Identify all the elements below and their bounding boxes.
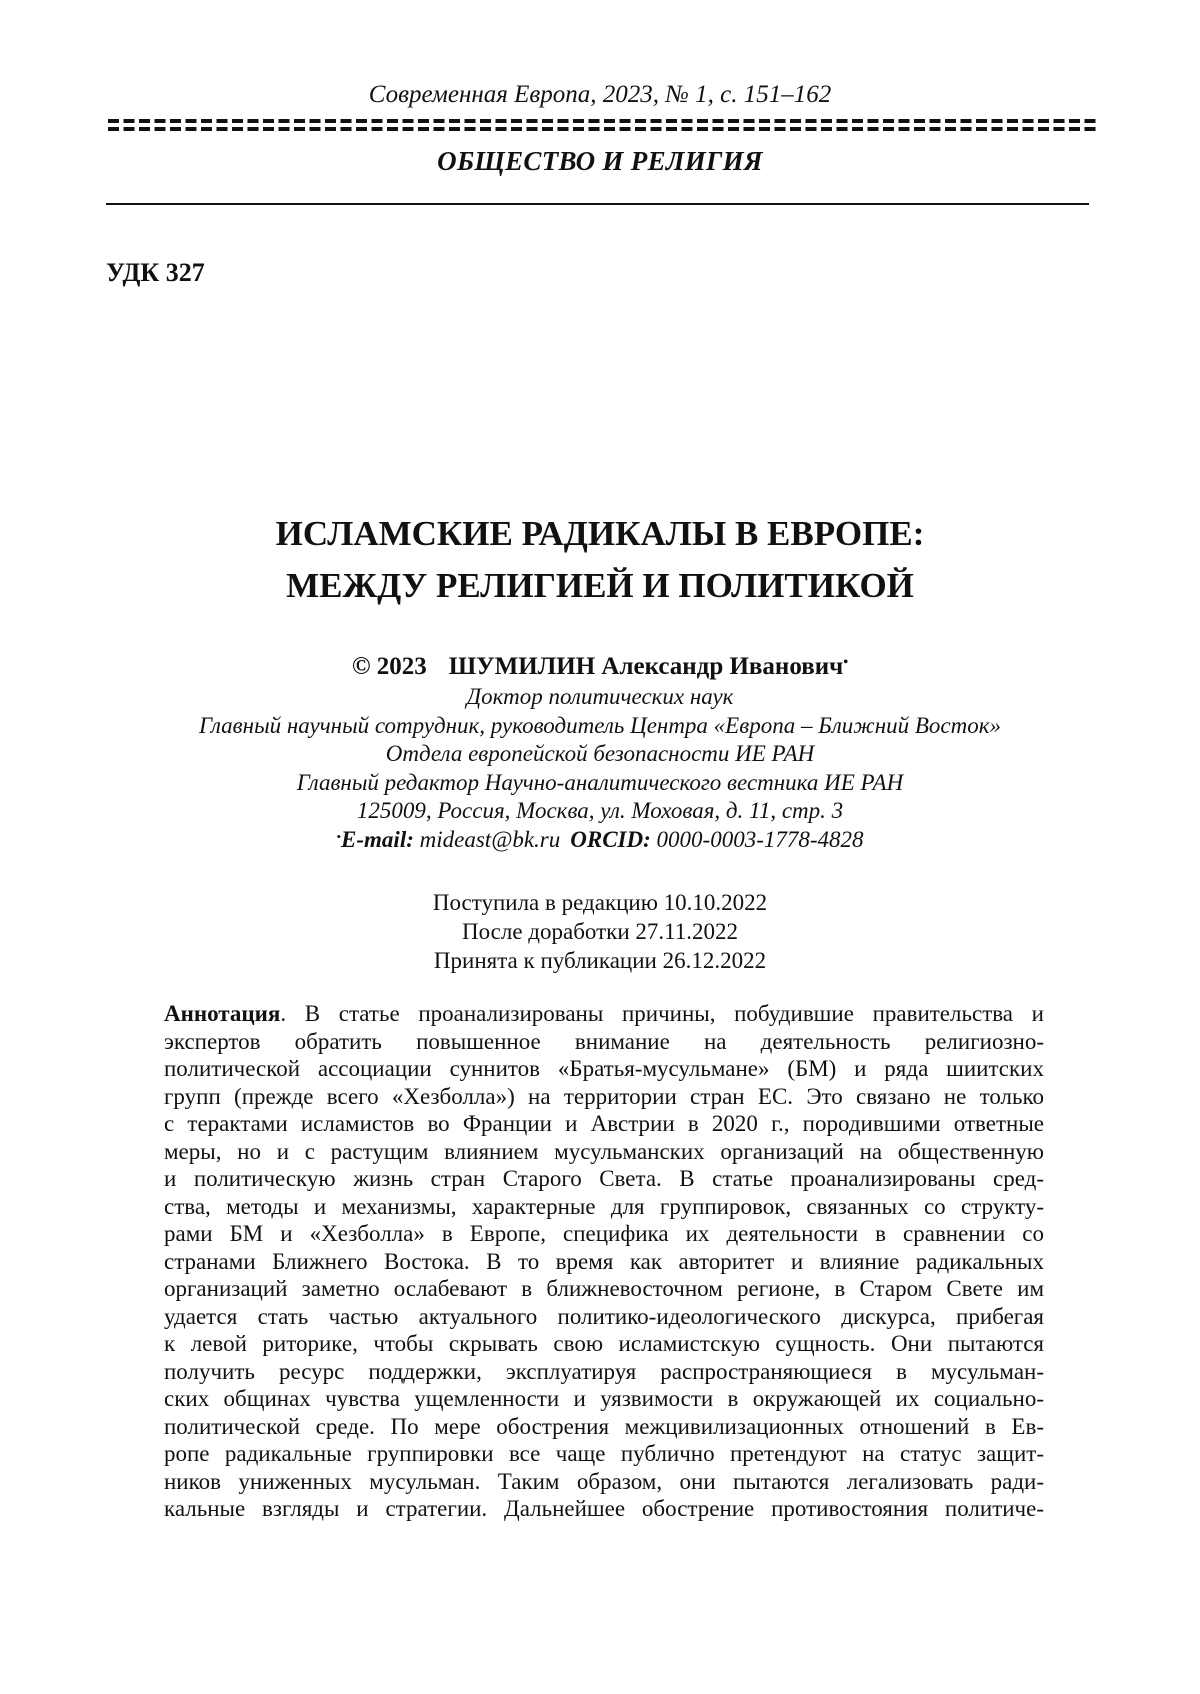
abstract-label: Аннотация <box>164 1001 281 1026</box>
author-name: ШУМИЛИН Александр Иванович <box>448 653 844 680</box>
journal-citation: Современная Европа, 2023, № 1, с. 151–162 <box>368 81 832 108</box>
abstract-line: с терактами исламистов во Франции и Австрии в 2020 г., породившими ответные <box>164 1111 1044 1136</box>
article-title-line-2: МЕЖДУ РЕЛИГИЕЙ И ПОЛИТИКОЙ <box>286 566 914 605</box>
abstract-line: получить ресурс поддержки, эксплуатируя распространяющиеся в мусульман- <box>164 1358 1044 1384</box>
date-accepted: Принята к публикации 26.12.2022 <box>433 948 767 973</box>
abstract-line: Аннотация. В статье проанализированы причины, побудившие правительства и <box>164 1001 1044 1026</box>
double-dashed-rule <box>108 119 1098 133</box>
author-mark: • <box>843 655 849 670</box>
author-email[interactable]: mideast@bk.ru <box>419 826 561 852</box>
header-rule <box>106 203 1089 205</box>
author-degree: Доктор политических наук <box>466 684 734 709</box>
abstract-line: меры, но и с растущим влиянием мусульманских организаций на общественную <box>164 1138 1044 1164</box>
abstract-line: рами БМ и «Хезболла» в Европе, специфика их деятельности в сравнении со <box>164 1221 1044 1246</box>
abstract-line: политической среде. По мере обострения межцивилизационных отношений в Ев- <box>164 1413 1044 1439</box>
section-title: ОБЩЕСТВО И РЕЛИГИЯ <box>437 146 763 176</box>
abstract-line: странами Ближнего Востока. В то время как авторитет и влияние радикальных <box>164 1248 1044 1274</box>
email-label: E-mail: <box>341 826 414 852</box>
abstract-line: организаций заметно ослабевают в ближневосточном регионе, в Старом Свете им <box>164 1276 1044 1301</box>
author-contact <box>0 826 1200 855</box>
abstract-line: удается стать частью актуального политико-идеологического дискурса, прибегая <box>164 1303 1044 1329</box>
author-line <box>0 652 1200 682</box>
author-orcid[interactable]: 0000-0003-1778-4828 <box>656 826 864 852</box>
abstract-line: политической ассоциации суннитов «Братья-мусульмане» (БМ) и ряда шиитских <box>164 1056 1044 1081</box>
author-department: Отдела европейской безопасности ИЕ РАН <box>385 741 815 766</box>
article-title-line-1: ИСЛАМСКИЕ РАДИКАЛЫ В ЕВРОПЕ: <box>275 514 925 553</box>
abstract <box>164 1000 1044 1523</box>
abstract-line: кальные взгляды и стратегии. Дальнейшее обострение противостояния политиче- <box>164 1496 1044 1521</box>
abstract-line: ропе радикальные группировки все чаще публично претендуют на статус защит- <box>164 1441 1044 1466</box>
abstract-line: ства, методы и механизмы, характерные для группировок, связанных со структу- <box>164 1193 1044 1219</box>
abstract-line: групп (прежде всего «Хезболла») на территории стран ЕС. Это связано не только <box>164 1083 1044 1109</box>
date-revised: После доработки 27.11.2022 <box>461 919 739 944</box>
publication-dates <box>0 888 1200 975</box>
abstract-line: ников униженных мусульман. Таким образом, они пытаются легализовать ради- <box>164 1468 1044 1494</box>
abstract-line: ских общинах чувства ущемленности и уязвимости в окружающей их социально- <box>164 1386 1044 1411</box>
udk-code: УДК 327 <box>106 258 205 287</box>
author-position: Главный научный сотрудник, руководитель Центра «Европа – Ближний Восток» <box>199 712 1001 738</box>
copyright: © 2023 <box>351 653 427 680</box>
author-editor-role: Главный редактор Научно-аналитического вестника ИЕ РАН <box>296 769 904 795</box>
author-affiliation <box>0 683 1200 854</box>
author-address: 125009, Россия, Москва, ул. Моховая, д. 11, стр. 3 <box>356 798 844 823</box>
abstract-line: к левой риторике, чтобы скрывать свою исламистскую сущность. Они пытаются <box>164 1331 1044 1356</box>
orcid-label: ORCID: <box>570 826 651 852</box>
abstract-line: экспертов обратить повышенное внимание на деятельность религиозно- <box>164 1028 1044 1054</box>
article-title <box>0 508 1200 612</box>
email-mark: • <box>336 828 342 844</box>
date-received: Поступила в редакцию 10.10.2022 <box>432 890 768 915</box>
abstract-line: и политическую жизнь стран Старого Света. В статье проанализированы сред- <box>164 1166 1044 1191</box>
